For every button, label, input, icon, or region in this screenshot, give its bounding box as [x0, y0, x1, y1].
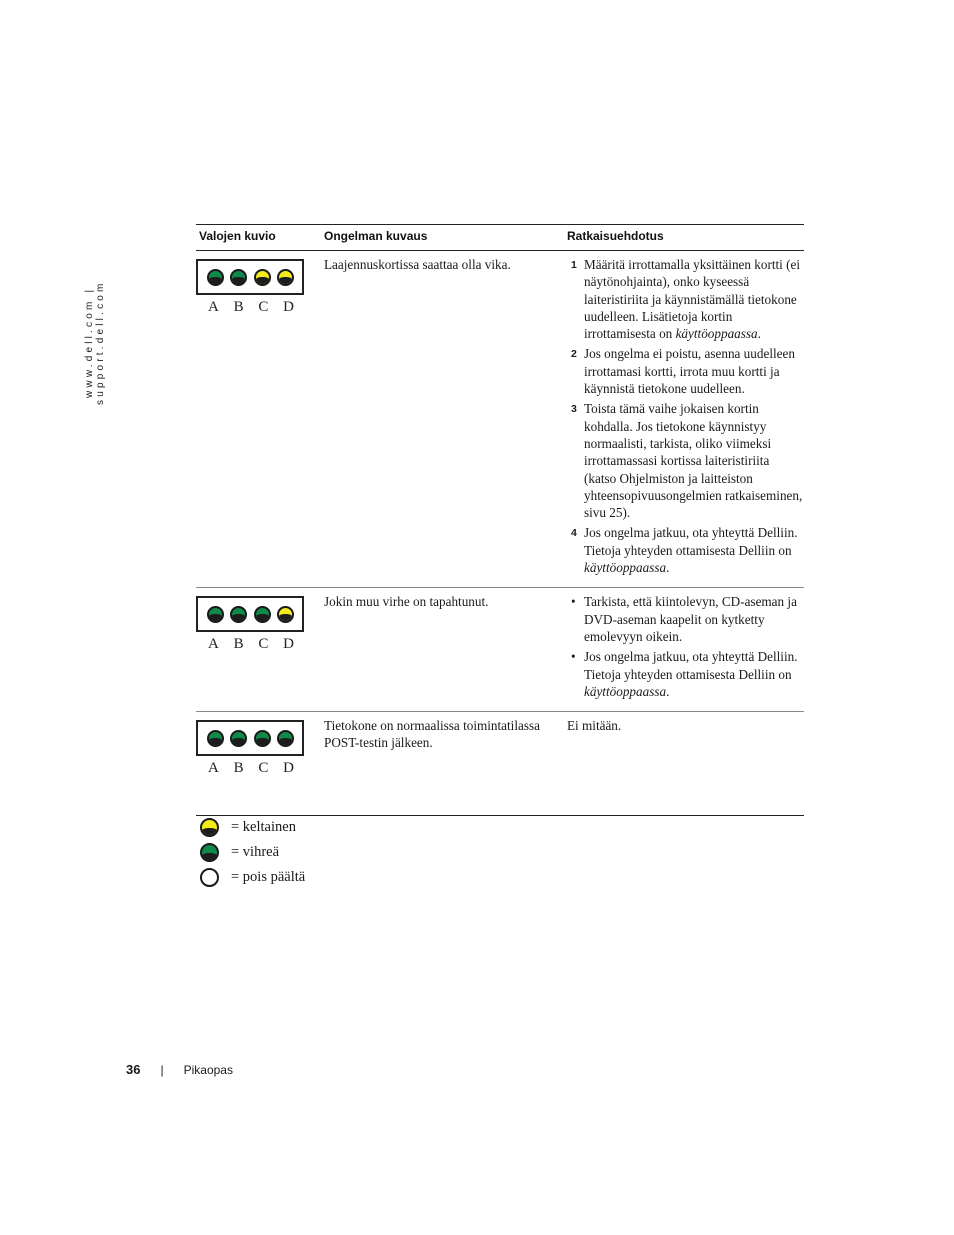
list-item — [567, 524, 804, 576]
diagnostic-lights-table — [196, 224, 804, 816]
header-light-pattern: Valojen kuvio — [199, 229, 276, 243]
led-letters — [196, 760, 304, 777]
list-item — [567, 648, 804, 700]
diagnostic-light-panel — [196, 596, 304, 632]
suggested-solution — [564, 251, 804, 588]
legend-item — [200, 840, 305, 865]
led-letter: C — [258, 636, 269, 653]
legend-label: = vihreä — [231, 844, 280, 860]
header-problem-description: Ongelman kuvaus — [324, 229, 428, 243]
footer-separator: | — [160, 1062, 164, 1077]
led-letter: A — [208, 299, 219, 315]
legend-item — [200, 865, 305, 890]
step-text: Määritä irrottamalla yksittäinen kortti (ei näytönohjainta), onko kyseessä laiteristiriita ja käynnistämällä tietokone uudelleen. Lisätietoja kortin irrottamisesta on — [584, 257, 801, 342]
legend-item — [200, 815, 305, 840]
bullet-text: Jos ongelma jatkuu, ota yhteyttä Delliin. Tietoja yhteyden ottamisesta Delliin on — [584, 649, 798, 682]
led-light-d-icon — [277, 269, 294, 286]
led-letter: B — [233, 636, 244, 653]
led-light-c-icon — [254, 606, 271, 623]
led-light-a-icon — [207, 269, 224, 286]
off-light-icon — [200, 868, 219, 887]
suggested-solution — [564, 588, 804, 712]
led-letter: A — [208, 636, 219, 653]
bullet-icon: • — [571, 594, 576, 610]
led-letter: A — [208, 760, 219, 777]
step-number: 1 — [571, 259, 577, 271]
suggested-solution: Ei mitään. — [567, 718, 622, 734]
problem-description: Tietokone on normaalissa toimintatilassa POST-testin jälkeen. — [324, 718, 540, 751]
led-letters — [196, 299, 304, 316]
led-light-c-icon — [254, 269, 271, 286]
footer-title: Pikaopas — [183, 1062, 233, 1077]
table-row — [196, 251, 804, 588]
led-letters — [196, 636, 304, 653]
step-text: Toista tämä vaihe jokaisen kortin kohdalla. Jos tietokone käynnistyy normaalisti, tarkista, oliko viimeksi irrottamassasi kortissa laiteristiriita (katso Ohjelmiston ja laitteiston yhteensopivuusongelmien ratkaiseminen, sivu 25). — [584, 401, 803, 521]
problem-description: Laajennuskortissa saattaa olla vika. — [324, 257, 511, 272]
list-item — [567, 345, 804, 397]
step-number: 3 — [571, 403, 577, 416]
light-color-legend — [200, 815, 305, 890]
table-row — [196, 712, 804, 816]
yellow-light-icon — [200, 818, 219, 837]
solution-bullets — [567, 593, 804, 700]
led-letter: C — [258, 299, 269, 315]
step-text: Jos ongelma ei poistu, asenna uudelleen irrottamasi kortti, irrota muu kortti ja käynnistä tietokone uudelleen. — [584, 346, 795, 397]
table-row — [196, 588, 804, 712]
step-number: 2 — [571, 348, 577, 361]
page-footer — [126, 1062, 233, 1077]
list-item — [567, 593, 804, 645]
step-text-tail: . — [666, 560, 670, 576]
legend-label: = keltainen — [231, 819, 296, 835]
table-header-row — [196, 225, 804, 251]
led-letter: B — [233, 760, 244, 777]
diagnostic-light-panel — [196, 720, 304, 756]
light-pattern-cell — [196, 588, 321, 712]
led-letter: D — [283, 636, 294, 653]
led-letter: D — [283, 299, 294, 315]
light-pattern-cell — [196, 251, 321, 588]
bullet-icon: • — [571, 649, 576, 665]
side-url: www.dell.com | support.dell.com — [84, 280, 106, 405]
step-text: Jos ongelma jatkuu, ota yhteyttä Delliin. Tietoja yhteyden ottamisesta Delliin on — [584, 525, 798, 558]
led-light-c-icon — [254, 730, 271, 747]
step-text-tail: . — [757, 326, 761, 342]
list-item — [567, 400, 804, 521]
led-letter: B — [233, 299, 244, 315]
solution-steps — [567, 256, 804, 576]
green-light-icon — [200, 843, 219, 862]
led-light-b-icon — [230, 730, 247, 747]
page-number: 36 — [126, 1062, 141, 1077]
bullet-text-tail: . — [666, 683, 670, 699]
step-number: 4 — [571, 527, 577, 540]
led-light-b-icon — [230, 269, 247, 286]
led-light-a-icon — [207, 730, 224, 747]
bullet-text: Tarkista, että kiintolevyn, CD-aseman ja DVD-aseman kaapelit on kytketty emolevyyn oikein. — [584, 594, 797, 644]
header-suggested-solution: Ratkaisuehdotus — [567, 229, 664, 243]
led-light-d-icon — [277, 730, 294, 747]
step-text-emphasis: käyttöoppaassa — [675, 326, 758, 342]
list-item — [567, 256, 804, 342]
bullet-text-emphasis: käyttöoppaassa — [584, 683, 667, 699]
led-letter: C — [258, 760, 269, 777]
diagnostic-light-panel — [196, 259, 304, 295]
led-light-a-icon — [207, 606, 224, 623]
led-letter: D — [283, 760, 294, 777]
light-pattern-cell — [196, 712, 321, 816]
problem-description: Jokin muu virhe on tapahtunut. — [324, 594, 489, 610]
step-text-emphasis: käyttöoppaassa — [584, 560, 667, 576]
legend-label: = pois päältä — [231, 869, 306, 885]
led-light-d-icon — [277, 606, 294, 623]
led-light-b-icon — [230, 606, 247, 623]
